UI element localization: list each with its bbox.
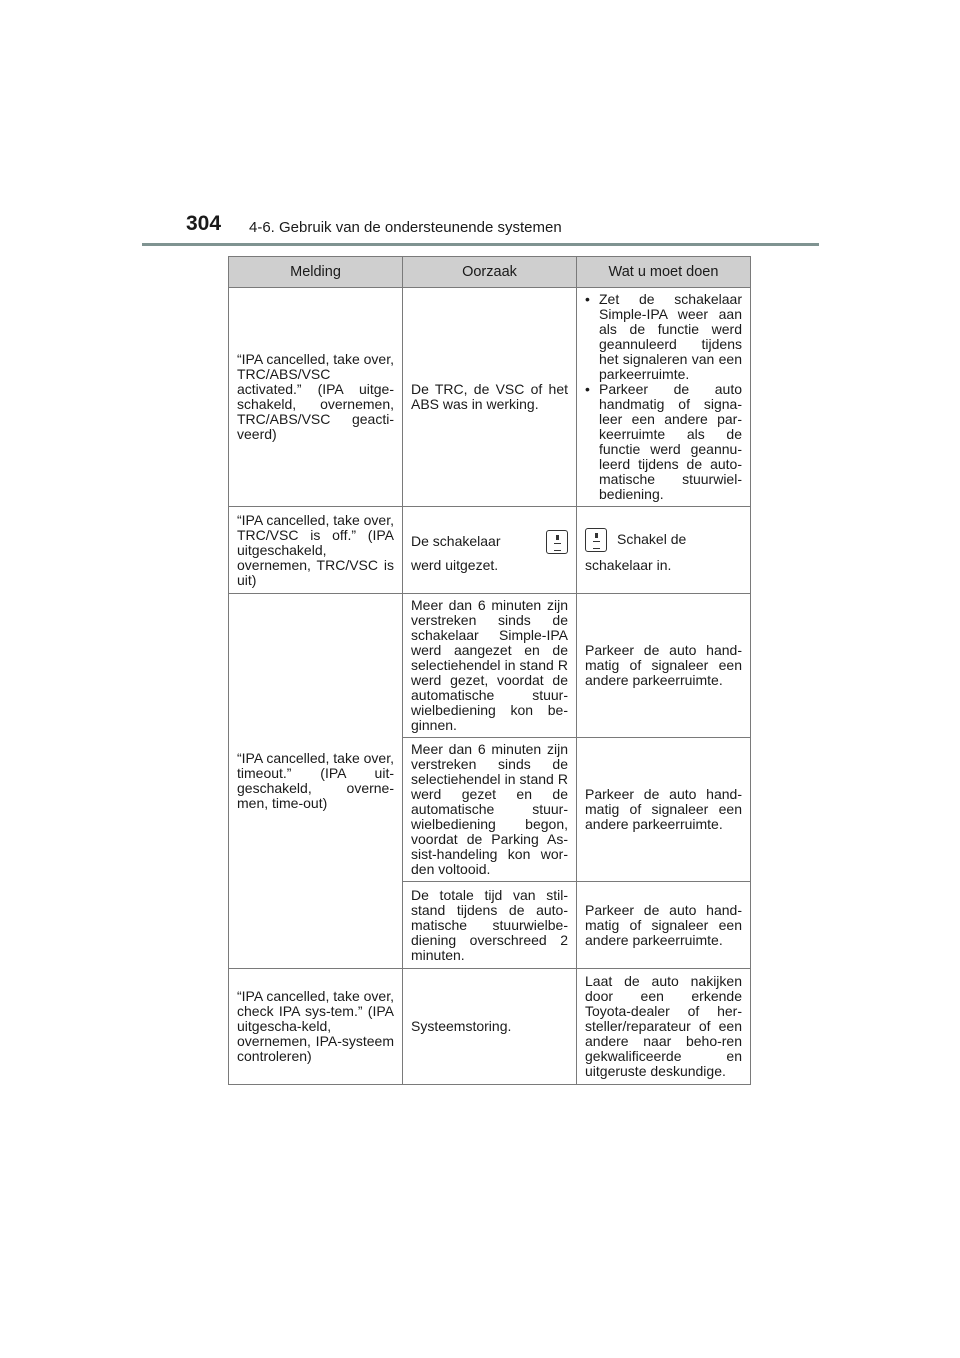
column-header-actie: Wat u moet doen	[577, 257, 751, 288]
oorzaak-cell	[403, 507, 577, 594]
oorzaak-cell: Systeemstoring.	[403, 969, 577, 1085]
actie-cell	[577, 507, 751, 594]
actie-cell: Parkeer de auto hand-matig of signaleer een andere parkeerruimte.	[577, 594, 751, 738]
message-table	[228, 256, 751, 1085]
header-rule	[142, 243, 819, 246]
table-row	[229, 969, 751, 1085]
section-title: 4-6. Gebruik van de ondersteunende systemen	[249, 219, 562, 236]
oorzaak-text-2: werd uitgezet.	[411, 556, 499, 573]
actie-cell	[577, 288, 751, 507]
action-list	[585, 292, 742, 502]
actie-cell: Laat de auto nakijken door een erkende Toyota-dealer of her-steller/reparateur of een andere naar beho-ren gekwalificeerde en uitgeruste deskundige.	[577, 969, 751, 1085]
vsc-off-switch-icon	[546, 530, 568, 554]
list-item: • Parkeer de auto handmatig of signa-leer een andere par-keerruimte als de functie werd geannu-leerd tijdens de auto-matische stuurwiel-bediening.	[585, 382, 742, 502]
actie-text-2: schakelaar in.	[585, 556, 672, 573]
actie-cell: Parkeer de auto hand-matig of signaleer een andere parkeerruimte.	[577, 882, 751, 969]
actie-cell: Parkeer de auto hand-matig of signaleer een andere parkeerruimte.	[577, 738, 751, 882]
oorzaak-cell: Meer dan 6 minuten zijn verstreken sinds de schakelaar Simple-IPA werd aangezet en de selectiehendel in stand R werd gezet, voordat de automatische stuur-wielbediening kon be-ginnen.	[403, 594, 577, 738]
page-number: 304	[186, 212, 222, 235]
table-row	[229, 288, 751, 507]
melding-cell: “IPA cancelled, take over, TRC/VSC is off.” (IPA uitgeschakeld, overnemen, TRC/VSC is uit)	[229, 507, 403, 594]
list-item: • Zet de schakelaar Simple-IPA weer aan als de functie werd geannuleerd tijdens het signaleren van een parkeerruimte.	[585, 292, 742, 382]
column-header-melding: Melding	[229, 257, 403, 288]
table-header-row	[229, 257, 751, 288]
oorzaak-cell: De totale tijd van stil-stand tijdens de auto-matische stuurwielbe-diening overschreed 2 minuten.	[403, 882, 577, 969]
table-row	[229, 594, 751, 738]
oorzaak-text-1: De schakelaar	[411, 533, 501, 549]
table-row	[229, 507, 751, 594]
melding-cell: “IPA cancelled, take over, timeout.” (IPA uit-geschakeld, overne-men, time-out)	[229, 594, 403, 969]
melding-cell: “IPA cancelled, take over, check IPA sys-tem.” (IPA uitgescha-keld, overnemen, IPA-systeem controleren)	[229, 969, 403, 1085]
melding-cell: “IPA cancelled, take over, TRC/ABS/VSC activated.” (IPA uitge-schakeld, overnemen, TRC/ABS/VSC geacti-veerd)	[229, 288, 403, 507]
column-header-oorzaak: Oorzaak	[403, 257, 577, 288]
vsc-off-switch-icon	[585, 528, 607, 552]
oorzaak-cell: De TRC, de VSC of het ABS was in werking.	[403, 288, 577, 507]
actie-text-1: Schakel de	[617, 531, 687, 547]
oorzaak-cell: Meer dan 6 minuten zijn verstreken sinds de selectiehendel in stand R werd gezet en de automatische stuur-wielbediening begon, voordat de Parking As-sist-handeling kon wor-den voltooid.	[403, 738, 577, 882]
